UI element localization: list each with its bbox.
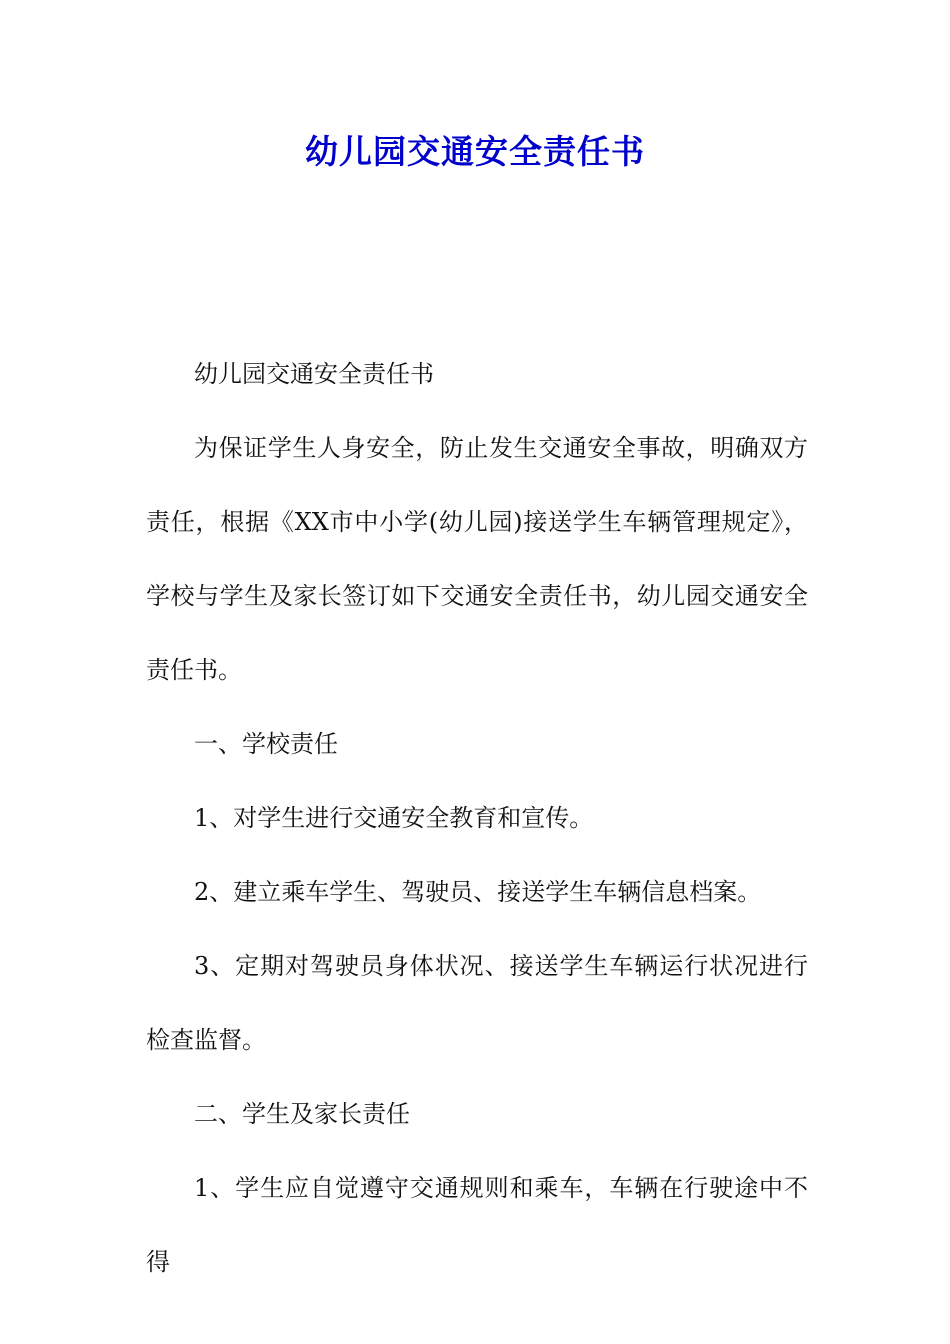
document-body <box>146 337 808 1299</box>
school-item-3: 3、定期对驾驶员身体状况、接送学生车辆运行状况进行检查监督。 <box>146 952 808 1054</box>
school-item-2: 2、建立乘车学生、驾驶员、接送学生车辆信息档案。 <box>194 878 762 906</box>
document-title: 幼儿园交通安全责任书 <box>305 132 645 171</box>
paragraph-intro: 为保证学生人身安全，防止发生交通安全事故，明确双方责任，根据《XX市中小学(幼儿园)接送学生车辆管理规定》，学校与学生及家长签订如下交通安全责任书，幼儿园交通安全责任书。 <box>146 434 808 684</box>
parents-item-1: 1、学生应自觉遵守交通规则和乘车，车辆在行驶途中不得 <box>146 1174 808 1276</box>
section-heading-parents: 二、学生及家长责任 <box>194 1100 410 1128</box>
paragraph-heading-repeat: 幼儿园交通安全责任书 <box>194 360 434 388</box>
section-heading-school: 一、学校责任 <box>194 730 338 758</box>
school-item-1: 1、对学生进行交通安全教育和宣传。 <box>194 804 594 832</box>
